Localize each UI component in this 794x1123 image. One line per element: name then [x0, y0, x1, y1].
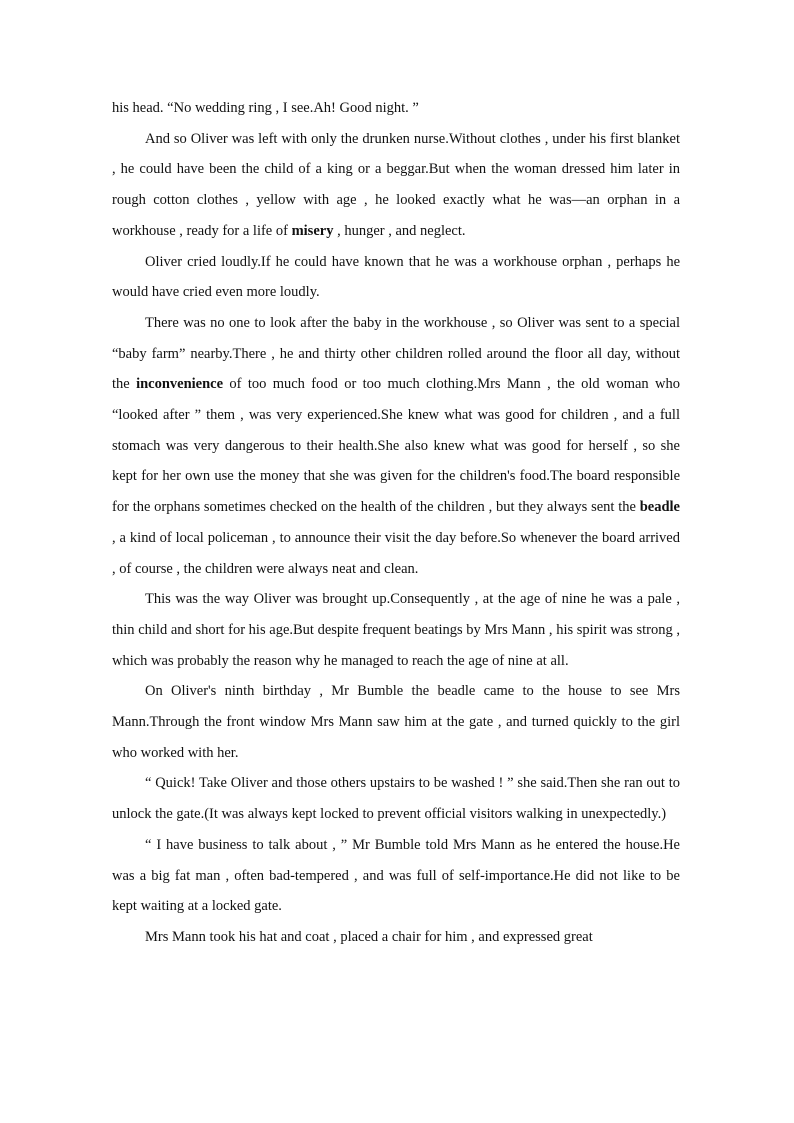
text-segment: Mrs Mann took his hat and coat , placed a chair for him , and expressed great	[145, 928, 593, 945]
text-segment: This was the way Oliver was brought up.Consequently , at the age of nine he was a pale , thin child and short for his age.But despite frequent beatings by Mrs Mann , his spirit was strong , which was probably the reason why he managed to reach the age of nine at all.	[112, 591, 680, 669]
paragraph-9	[112, 922, 680, 953]
paragraph-8	[112, 830, 680, 922]
text-segment: , hunger , and neglect.	[333, 222, 466, 239]
bold-word-misery: misery	[291, 222, 334, 239]
paragraph-3	[112, 247, 680, 308]
paragraph-1	[112, 93, 680, 124]
document-page	[112, 93, 680, 953]
text-segment: There was no one to look after the baby in the workhouse , so Oliver was sent to a special “baby farm” nearby.There , he and thirty other children rolled around the floor all day, without the	[112, 314, 680, 393]
text-segment: his head. “No wedding ring , I see.Ah! Good night. ”	[112, 100, 419, 116]
paragraph-5	[112, 584, 680, 676]
text-segment: On Oliver's ninth birthday , Mr Bumble the beadle came to the house to see Mrs Mann.Through the front window Mrs Mann saw him at the gate , and turned quickly to the girl who worked with her.	[112, 683, 680, 761]
text-segment: Oliver cried loudly.If he could have known that he was a workhouse orphan , perhaps he would have cried even more loudly.	[112, 253, 680, 301]
paragraph-2	[112, 124, 680, 247]
text-segment: “ I have business to talk about , ” Mr Bumble told Mrs Mann as he entered the house.He was a big fat man , often bad-tempered , and was full of self-importance.He did not like to be kept waiting at a locked gate.	[112, 836, 680, 915]
bold-word-inconvenience: inconvenience	[136, 376, 224, 393]
text-segment: “ Quick! Take Oliver and those others upstairs to be washed ! ” she said.Then she ran out to unlock the gate.(It was always kept locked to prevent official visitors walking in unexpectedly.)	[112, 775, 680, 823]
bold-word-beadle: beadle	[639, 499, 680, 516]
paragraph-6	[112, 676, 680, 768]
text-segment: And so Oliver was left with only the drunken nurse.Without clothes , under his first blanket , he could have been the child of a king or a beggar.But when the woman dressed him later in rough cotton clothes , yellow with age , he looked exactly what he was—an orphan in a workhouse , ready for a life of	[112, 130, 680, 239]
text-segment: of too much food or too much clothing.Mrs Mann , the old woman who “looked after ” them , was very experienced.She knew what was good for children , and a full stomach was very dangerous to their health.She also knew what was good for herself , so she kept for her own use the money that she was given for the children's food.The board responsible for the orphans sometimes checked on the health of the children , but they always sent the	[112, 376, 680, 516]
paragraph-7	[112, 768, 680, 829]
paragraph-4	[112, 308, 680, 584]
text-segment: , a kind of local policeman , to announce their visit the day before.So whenever the board arrived , of course , the children were always neat and clean.	[112, 529, 680, 577]
